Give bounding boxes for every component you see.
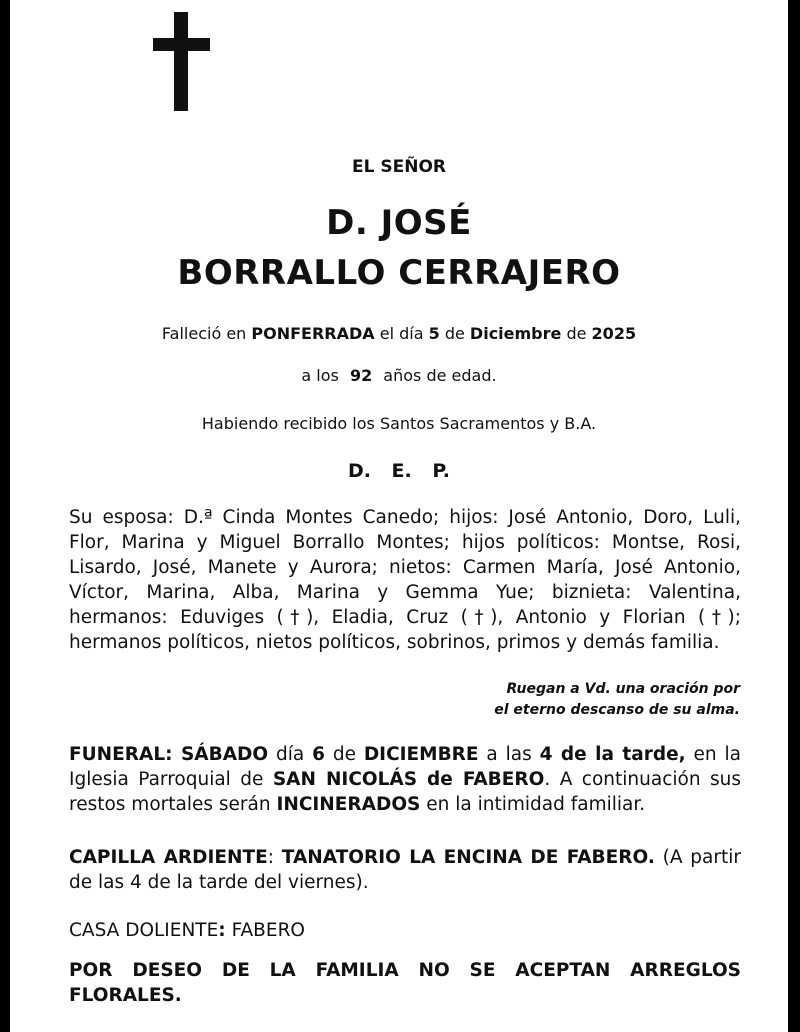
cross-icon [153, 12, 210, 111]
family-note: POR DESEO DE LA FAMILIA NO SE ACEPTAN ARREGLOS FLORALES. [69, 960, 741, 1006]
age-value: 92 [349, 366, 373, 385]
obituary-page [10, 0, 788, 1032]
age-notice: a los 92 años de edad. [301, 366, 497, 385]
funeral-chapel-info: CAPILLA ARDIENTE: TANATORIO LA ENCINA DE FABERO. (A partir de las 4 de la tarde del viernes). [69, 847, 741, 893]
family-list: Su esposa: D.ª Cinda Montes Canedo; hijos: José Antonio, Doro, Luli, Flor, Marina y Miguel Borrallo Montes; hijos políticos: Montse, Rosi, Lisardo, José, Manete y Aurora; nietos: Carmen María, José Antonio, Víctor, Marina, Alba, Marina y Gemma Yue; biznieta: Valentina, hermanos: Eduviges (†), Eladia, Cruz (†), Antonio y Florian (†); hermanos políticos, nietos políticos, sobrinos, primos y demás familia. [69, 507, 741, 653]
death-day: 5 [428, 324, 440, 343]
death-month: Diciembre [469, 324, 562, 343]
prayer-request: Ruegan a Vd. una oración por el eterno descanso de su alma. [494, 681, 740, 718]
mourning-house-info: CASA DOLIENTE: FABERO [69, 920, 305, 941]
death-place: PONFERRADA [251, 324, 375, 343]
death-year: 2025 [591, 324, 637, 343]
sacraments-text: Habiendo recibido los Santos Sacramentos y B.A. [201, 414, 597, 433]
death-notice: Falleció en PONFERRADA el día 5 de Diciembre de 2025 [161, 324, 637, 343]
dep-text: D. E. P. [347, 460, 451, 482]
honorific-title: EL SEÑOR [352, 157, 446, 177]
funeral-info: FUNERAL: SÁBADO día 6 de DICIEMBRE a las 4 de la tarde, en la Iglesia Parroquial de SAN NICOLÁS de FABERO. A continuación sus restos mortales serán INCINERADOS en la intimidad familiar. [69, 744, 741, 815]
deceased-name-line1: D. JOSÉ [326, 203, 472, 243]
deceased-name-line2: BORRALLO CERRAJERO [177, 253, 621, 293]
